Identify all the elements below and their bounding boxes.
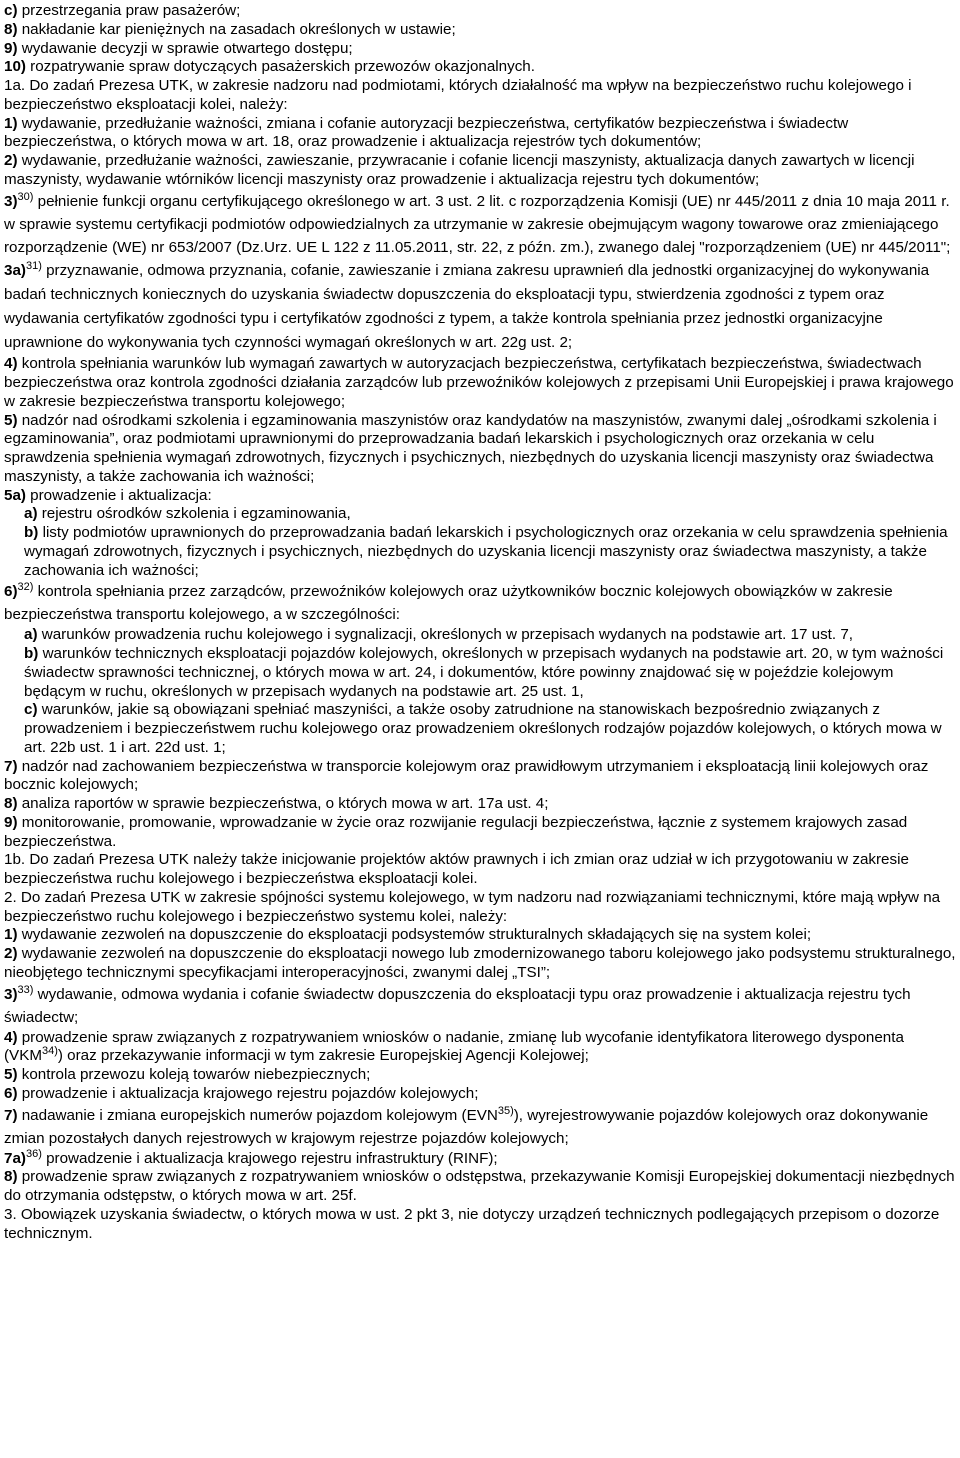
item-label: 7a) (4, 1149, 26, 1167)
footnote-ref: 33) (17, 983, 34, 996)
item-text: przyznawanie, odmowa przyznania, cofanie, zawieszanie i zmiana zakresu uprawnień dla jednostki organizacyjnej do wykonywania badań technicznych koniecznych do uzyskania świadectw dopuszczenia do eksploatacji typu, stwierdzenia zgodności z typem oraz wydawania certyfikatów zgodności typu i certyfikatów zgodności z typem, a także kontrola spełniania przez jednostki organizacyjne uprawnione do wykonywania tych czynności wymagań określonych w art. 22g ust. 2; (4, 261, 930, 352)
item-text: wydawanie, odmowa wydania i cofanie świadectw dopuszczenia do eksploatacji typu oraz prowadzenie i aktualizacja rejestru tych świadectw; (4, 985, 911, 1026)
section-paragraph (4, 889, 956, 927)
item-text: prowadzenie spraw związanych z rozpatrywaniem wniosków o nadanie, zmianę lub wycofanie identyfikatora literowego dysponenta (VKM (4, 1028, 904, 1065)
item-text: kontrola spełniania przez zarządców, przewoźników kolejowych oraz użytkowników bocznic kolejowych obowiązków w zakresie bezpieczeństwa transportu kolejowego, a w szczególności: (4, 583, 893, 624)
section-paragraph (4, 851, 956, 889)
paragraph-item (4, 412, 956, 487)
item-label: 7) (4, 757, 18, 775)
sub-item (4, 524, 956, 580)
paragraph-item (4, 983, 956, 1029)
sub-item (4, 645, 956, 701)
item-text: listy podmiotów uprawnionych do przeprowadzania badań lekarskich i psychologicznych oraz orzekania w celu sprawdzenia spełnienia wymagań zdrowotnych, fizycznych i psychicznych, niezbędnych do uzyskania licencji maszynisty oraz świadectwa maszynisty, a także zachowania ich ważności; (24, 524, 948, 579)
item-label: 8) (4, 20, 18, 38)
item-text: prowadzenie i aktualizacja krajowego rejestru pojazdów kolejowych; (17, 1084, 479, 1102)
section-paragraph (4, 1206, 956, 1244)
item-text: prowadzenie i aktualizacja krajowego rejestru infrastruktury (RINF); (41, 1149, 498, 1167)
paragraph-item (4, 945, 956, 983)
paragraph-item (4, 580, 956, 626)
item-label: a) (24, 505, 38, 523)
item-label: a) (24, 626, 38, 644)
item-label: c) (4, 2, 18, 19)
sub-item (4, 626, 956, 645)
paragraph-item (4, 58, 956, 77)
footnote-ref: 31) (25, 259, 42, 272)
item-text: analiza raportów w sprawie bezpieczeństwa, o których mowa w art. 17a ust. 4; (17, 795, 549, 813)
footnote-ref: 36) (25, 1147, 42, 1160)
item-label: 1) (4, 926, 18, 944)
item-label: 8) (4, 1168, 18, 1186)
item-text: kontrola spełniania warunków lub wymagań zawartych w autoryzacjach bezpieczeństwa, certyfikatach bezpieczeństwa, świadectwach bezpieczeństwa oraz kontrola zgodności działania zarządców lub przewoźników kolejowych z przepisami Unii Europejskiej i prawa krajowego w zakresie bezpieczeństwa transportu kolejowego; (4, 355, 954, 410)
paragraph-item (4, 1147, 956, 1169)
item-text-tail: ) oraz przekazywanie informacji w tym zakresie Europejskiej Agencji Kolejowej; (57, 1047, 589, 1065)
item-label: 9) (4, 813, 18, 831)
item-text: prowadzenie i aktualizacja: (25, 486, 212, 504)
paragraph-item (4, 190, 956, 259)
item-label: 10) (4, 58, 26, 76)
item-text-tail: ), wyrejestrowywanie pojazdów kolejowych oraz dokonywanie zmian pozostałych danych rejestrowych w krajowym rejestrze pojazdów kolejowych; (4, 1106, 929, 1147)
item-label: b) (24, 645, 39, 663)
item-text: warunków technicznych eksploatacji pojazdów kolejowych, określonych w przepisach wydanych na podstawie art. 20, w tym ważności świadectw sprawności technicznej, o których mowa w art. 24, i dokumentów, które powinny znajdować się w pojeździe kolejowym będącym w ruchu, określonych w przepisach wydanych na podstawie art. 25 ust. 1, (24, 645, 944, 700)
item-text: wydawanie zezwoleń na dopuszczenie do eksploatacji nowego lub zmodernizowanego taboru kolejowego jako podsystemu strukturalnego, nieobjętego technicznymi specyfikacjami interoperacyjności, zwanymi dalej „TSI”; (4, 945, 956, 981)
paragraph-item (4, 814, 956, 852)
paragraph-item (4, 40, 956, 59)
paragraph-item (4, 487, 956, 506)
item-text: wydawanie zezwoleń na dopuszczenie do eksploatacji podsystemów strukturalnych składających się na system kolei; (17, 926, 812, 944)
paragraph-item (4, 21, 956, 40)
item-label: 2) (4, 945, 18, 963)
section-text: 1a. Do zadań Prezesa UTK, w zakresie nadzoru nad podmiotami, których działalność ma wpływ na bezpieczeństwo ruchu kolejowego i bezpieczeństwo eksploatacji kolei, należy: (4, 77, 912, 113)
paragraph-item (4, 1066, 956, 1085)
paragraph-item (4, 115, 956, 153)
paragraph-item (4, 152, 956, 190)
item-text: nadawanie i zmiana europejskich numerów pojazdom kolejowym (EVN (17, 1106, 498, 1124)
paragraph-item (4, 2, 956, 21)
item-label: c) (24, 701, 38, 719)
item-label: 6) (4, 1084, 18, 1102)
item-label: 1) (4, 114, 18, 132)
paragraph-item (4, 795, 956, 814)
item-text: rejestru ośrodków szkolenia i egzaminowania, (37, 505, 351, 523)
item-text: pełnienie funkcji organu certyfikującego określonego w art. 3 ust. 2 lit. c rozporządzenia Komisji (UE) nr 445/2011 z dnia 10 maja 2011 r. w sprawie systemu certyfikacji podmiotów odpowiedzialnych za utrzymanie w zakresie obejmującym wagony towarowe oraz zmieniającego rozporządzenie (WE) nr 653/2007 (Dz.Urz. UE L 122 z 11.05.2011, str. 22, z późn. zm.), zwanego dalej "rozporządzeniem (UE) nr 445/2011"; (4, 192, 951, 256)
item-label: 5) (4, 411, 18, 429)
item-label: 2) (4, 152, 18, 169)
item-label: 3) (4, 192, 18, 210)
item-text: nadzór nad zachowaniem bezpieczeństwa w transporcie kolejowym oraz prawidłowym utrzymaniem i eksploatacją linii kolejowych oraz bocznic kolejowych; (4, 757, 929, 794)
item-text: wydawanie decyzji w sprawie otwartego dostępu; (17, 39, 353, 57)
item-label: 5a) (4, 486, 26, 504)
item-text: nakładanie kar pieniężnych na zasadach określonych w ustawie; (17, 20, 456, 38)
paragraph-item (4, 1104, 956, 1150)
section-text: 2. Do zadań Prezesa UTK w zakresie spójności systemu kolejowego, w tym nadzoru nad rozwiązaniami technicznymi, które mają wpływ na bezpieczeństwo ruchu kolejowego i bezpieczeństwo systemu kolei, należy: (4, 888, 941, 925)
sub-item (4, 701, 956, 757)
paragraph-item (4, 1029, 956, 1067)
footnote-ref: 30) (17, 190, 34, 203)
item-text: nadzór nad ośrodkami szkolenia i egzaminowania maszynistów oraz kandydatów na maszynistów, zwanymi dalej „ośrodkami szkolenia i egzaminowania”, oraz podmiotami uprawnionymi do przeprowadzania badań lekarskich i psychologicznych oraz orzekania w celu sprawdzenia spełnienia wymagań zdrowotnych, fizycznych i psychicznych, niezbędnych do uzyskania licencji maszynisty oraz świadectwa maszynisty, a także zachowania ich ważności; (4, 411, 937, 485)
section-paragraph (4, 77, 956, 115)
section-text: 3. Obowiązek uzyskania świadectw, o których mowa w ust. 2 pkt 3, nie dotyczy urządzeń technicznych podlegających przepisom o dozorze technicznym. (4, 1205, 940, 1242)
paragraph-item (4, 259, 956, 356)
item-label: 3) (4, 985, 18, 1003)
footnote-ref: 34) (41, 1045, 58, 1058)
item-text: warunków prowadzenia ruchu kolejowego i sygnalizacji, określonych w przepisach wydanych na podstawie art. 17 ust. 7, (37, 626, 854, 644)
item-label: 6) (4, 583, 18, 601)
item-text: wydawanie, przedłużanie ważności, zmiana i cofanie autoryzacji bezpieczeństwa, certyfikatów bezpieczeństwa i świadectw bezpieczeństwa, o których mowa w art. 18, oraz prowadzenie i aktualizacja rejestrów tych dokumentów; (4, 114, 849, 151)
item-text: kontrola przewozu koleją towarów niebezpiecznych; (17, 1066, 371, 1084)
footnote-ref: 32) (17, 581, 34, 594)
item-text: wydawanie, przedłużanie ważności, zawieszanie, przywracanie i cofanie licencji maszynisty, aktualizacja danych zawartych w licencji maszynisty, wydawanie wtórników licencji maszynisty oraz prowadzenie i aktualizacja rejestru tych dokumentów; (4, 152, 915, 188)
item-label: b) (24, 524, 39, 542)
item-text: prowadzenie spraw związanych z rozpatrywaniem wniosków o odstępstwa, przekazywanie Komisji Europejskiej dokumentacji niezbędnych do otrzymania odstępstw, o których mowa w art. 25f. (4, 1168, 955, 1205)
sub-item (4, 505, 956, 524)
item-text: rozpatrywanie spraw dotyczących pasażerskich przewozów okazjonalnych. (25, 58, 535, 76)
item-label: 5) (4, 1066, 18, 1084)
paragraph-item (4, 1085, 956, 1104)
section-text: 1b. Do zadań Prezesa UTK należy także inicjowanie projektów aktów prawnych i ich zmian oraz udział w ich przygotowaniu w zakresie bezpieczeństwa ruchu kolejowego i bezpieczeństwa eksploatacji kolei. (4, 851, 909, 888)
paragraph-item (4, 355, 956, 411)
footnote-ref: 35) (497, 1104, 514, 1117)
item-label: 3a) (4, 261, 26, 279)
paragraph-item (4, 1168, 956, 1206)
item-label: 4) (4, 1028, 18, 1046)
item-text: warunków, jakie są obowiązani spełniać maszyniści, a także osoby zatrudnione na stanowiskach bezpośrednio związanych z prowadzeniem i bezpieczeństwem ruchu kolejowego oraz prowadzeniem określonych rodzajów pojazdów kolejowych, o których mowa w art. 22b ust. 1 i art. 22d ust. 1; (24, 701, 942, 756)
paragraph-item (4, 758, 956, 796)
item-label: 8) (4, 795, 18, 813)
paragraph-item (4, 926, 956, 945)
item-label: 4) (4, 355, 18, 373)
item-label: 7) (4, 1106, 18, 1124)
item-label: 9) (4, 39, 18, 57)
item-text: monitorowanie, promowanie, wprowadzanie w życie oraz rozwijanie regulacji bezpieczeństwa, łącznie z systemem krajowych zasad bezpieczeństwa. (4, 813, 908, 850)
item-text: przestrzegania praw pasażerów; (17, 2, 241, 19)
